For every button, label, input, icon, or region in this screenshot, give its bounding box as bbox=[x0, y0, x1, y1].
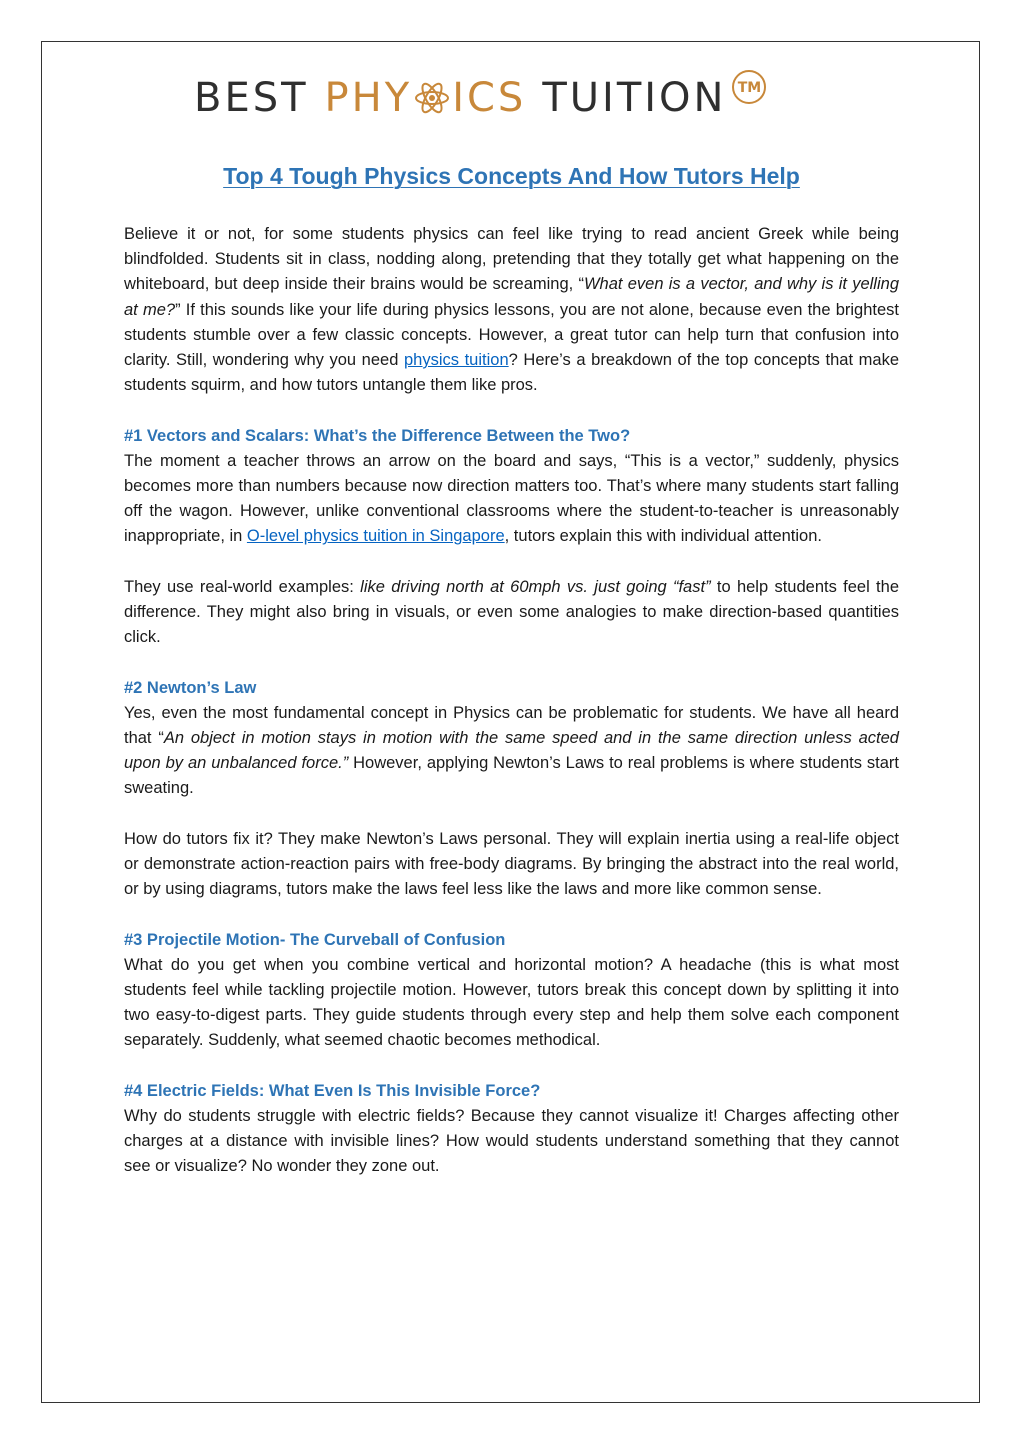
section-1-p2-text-a: They use real-world examples: bbox=[124, 577, 361, 596]
intro-quote: What even is a vector, and why is it yelling at me? bbox=[124, 275, 899, 319]
section-2-text-b: However, applying Newton’s Laws to real problems is where students start sweating. bbox=[124, 754, 899, 798]
section-1-example: like driving north at 60mph vs. just going “fast” bbox=[360, 577, 711, 596]
logo-word-phy: PHY bbox=[324, 75, 413, 121]
logo-wordmark bbox=[194, 75, 766, 121]
section-2-paragraph-2: How do tutors fix it? They make Newton’s Laws personal. They will explain inertia using a real-life object or demonstrate action-reaction pairs with free-body diagrams. By bringing the abstract into the real world, or by using diagrams, tutors make the laws feel less like the laws and more like common sense. bbox=[124, 829, 899, 899]
article-body bbox=[124, 222, 899, 1180]
intro-text-2: ” If this sounds like your life during physics lessons, you are not alone, because even the brightest students stumble over a few classic concepts. However, a great tutor can help turn that confusion into clarity. Still, wondering why you need bbox=[124, 300, 899, 370]
section-2-heading: #2 Newton’s Law bbox=[124, 678, 257, 697]
section-3-paragraph-1: What do you get when you combine vertical and horizontal motion? A headache (this is what most students feel while tackling projectile motion. However, tutors break this concept down by splitting it into two easy-to-digest parts. They guide students through every step and help them solve each component separately. Suddenly, what seemed chaotic becomes methodical. bbox=[124, 955, 899, 1050]
section-1-paragraph-1 bbox=[124, 449, 899, 550]
intro-text-3: ? Here’s a breakdown of the top concepts that make students squirm, and how tutors untangle them like pros. bbox=[124, 351, 899, 395]
physics-tuition-link[interactable]: physics tuition bbox=[403, 351, 509, 370]
section-1-text-a: The moment a teacher throws an arrow on the board and says, “This is a vector,” suddenly, physics becomes more than numbers because now direction matters too. That’s where many students start falling off the wagon. However, unlike conventional classrooms where the student-to-teacher is unreasonably inappropriate, in bbox=[124, 451, 899, 546]
page-title bbox=[0, 163, 1023, 190]
section-4-paragraph-1: Why do students struggle with electric fields? Because they cannot visualize it! Charges affecting other charges at a distance with invisible lines? How would students understand something that they cannot see or visualize? No wonder they zone out. bbox=[124, 1107, 899, 1176]
page-title-text: Top 4 Tough Physics Concepts And How Tutors Help bbox=[223, 163, 800, 189]
section-2-paragraph-1 bbox=[124, 701, 899, 802]
newton-law-quote: An object in motion stays in motion with the same speed and in the same direction unless acted upon by an unbalanced force.” bbox=[124, 729, 899, 773]
section-1-p2-text-b: to help students feel the difference. They might also bring in visuals, or even some analogies to make direction-based quantities click. bbox=[124, 577, 899, 647]
section-1-heading: #1 Vectors and Scalars: What’s the Difference Between the Two? bbox=[124, 426, 631, 445]
atom-icon bbox=[414, 80, 450, 116]
intro-paragraph bbox=[124, 222, 899, 398]
section-2-text-a: Yes, even the most fundamental concept in Physics can be problematic for students. We have all heard that “ bbox=[124, 703, 899, 748]
o-level-tuition-link[interactable]: O-level physics tuition in Singapore bbox=[246, 527, 505, 546]
intro-text-1: Believe it or not, for some students physics can feel like trying to read ancient Greek while being blindfolded. Students sit in class, nodding along, pretending that they totally get what happening on the whiteboard, but deep inside their brains would be screaming, “ bbox=[124, 225, 899, 294]
section-3-heading: #3 Projectile Motion- The Curveball of Confusion bbox=[124, 930, 506, 949]
section-4-heading: #4 Electric Fields: What Even Is This Invisible Force? bbox=[124, 1081, 541, 1100]
brand-logo bbox=[194, 70, 834, 126]
section-1-paragraph-2 bbox=[124, 575, 899, 651]
logo-word-ics: ICS bbox=[452, 75, 527, 121]
section-1-text-b: , tutors explain this with individual attention. bbox=[504, 527, 822, 546]
logo-word-tuition: TUITION bbox=[542, 75, 727, 121]
trademark-badge: TM bbox=[732, 70, 766, 104]
logo-word-best: BEST bbox=[194, 75, 309, 121]
